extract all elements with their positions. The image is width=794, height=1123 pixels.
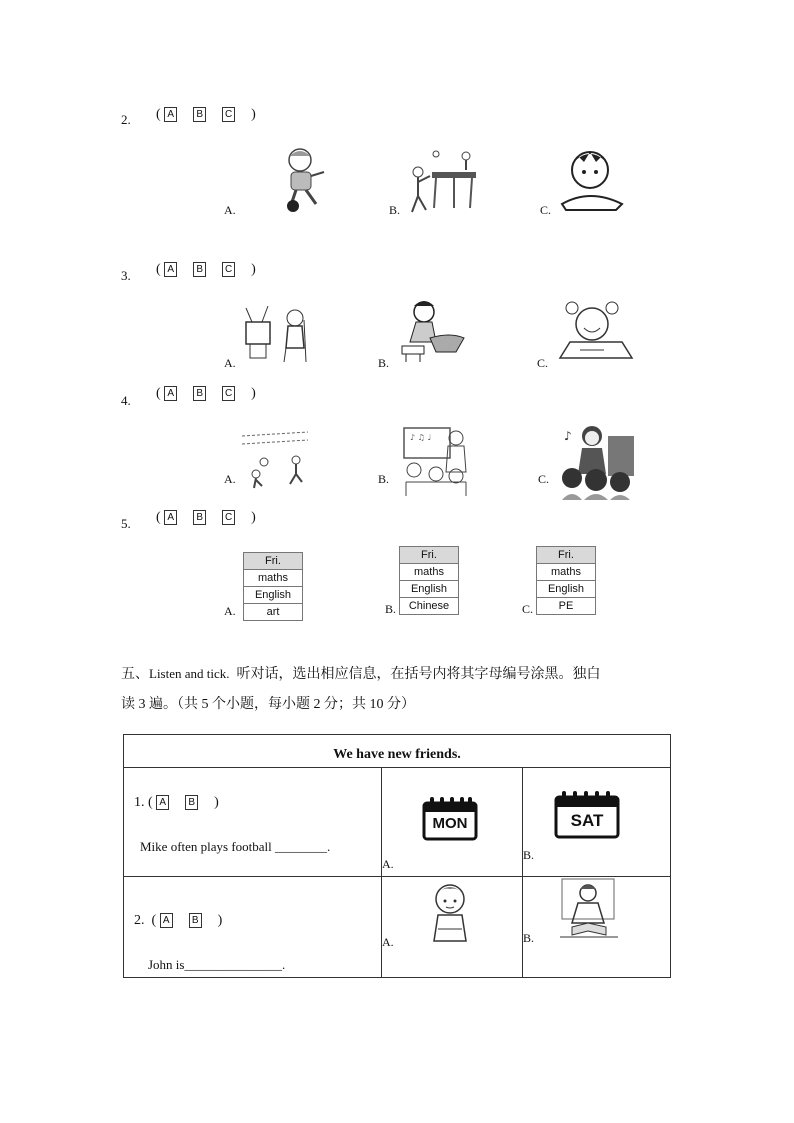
answer-choices: ( A B C ) — [156, 510, 256, 525]
option-label-c: C. — [538, 472, 550, 486]
schedule-subject: maths — [400, 564, 459, 581]
choice-box-a[interactable]: A — [164, 510, 177, 525]
choice-box-c[interactable]: C — [222, 262, 235, 277]
choice-box-b[interactable]: B — [193, 386, 206, 401]
kids-singing-piano-icon — [556, 422, 636, 500]
option-label-a: A. — [224, 472, 236, 486]
answer-choices: ( A B C ) — [156, 386, 256, 401]
choice-box-b[interactable]: B — [193, 510, 206, 525]
option-label-a: A. — [382, 935, 394, 949]
section-title-cn-line2: 读 3 遍。（共 5 个小题，每小题 2 分；共 10 分） — [121, 697, 415, 712]
option-label-c: C. — [522, 602, 534, 616]
schedule-subject: English — [244, 587, 303, 604]
schedule-header: Fri. — [537, 547, 596, 564]
schedule-table-b — [399, 546, 459, 615]
option-label-a: A. — [382, 857, 394, 871]
row-2-choices: 2. ( A B ) — [134, 913, 223, 928]
choice-box-c[interactable]: C — [222, 386, 235, 401]
option-label-b: B. — [378, 356, 390, 370]
section-title-cn: 听对话，选出相应信息，在括号内将其字母编号涂黑。独白 — [236, 667, 601, 682]
choice-box-b[interactable]: B — [193, 262, 206, 277]
option-label-b: B. — [523, 931, 535, 945]
choice-box-b[interactable]: B — [185, 795, 198, 810]
question-number: 2. — [121, 112, 131, 127]
choice-box-a[interactable]: A — [160, 913, 173, 928]
boy-playing-football-icon — [276, 146, 331, 214]
choice-box-b[interactable]: B — [189, 913, 202, 928]
kids-playing-ping-pong-icon — [404, 146, 478, 216]
answer-choices: ( A B C ) — [156, 262, 256, 277]
girl-watching-tv-icon — [240, 300, 315, 366]
schedule-subject: maths — [537, 564, 596, 581]
option-label-b: B. — [523, 848, 535, 862]
calendar-day: MON — [432, 815, 468, 832]
svg-text:♪ ♫ ♩: ♪ ♫ ♩ — [410, 433, 432, 442]
row-number: 2. — [134, 913, 145, 928]
choice-box-b[interactable]: B — [193, 107, 206, 122]
boy-reading-book-icon — [556, 877, 622, 948]
schedule-table-a — [243, 552, 303, 621]
section-number: 五、 — [121, 667, 149, 682]
schedule-subject: English — [400, 581, 459, 598]
section-heading — [121, 659, 681, 720]
schedule-header: Fri. — [244, 553, 303, 570]
question-number: 5. — [121, 516, 131, 531]
row-2-sentence — [148, 957, 285, 973]
choice-box-c[interactable]: C — [222, 510, 235, 525]
sentence-text: John is — [148, 957, 185, 972]
option-label-c: C. — [540, 203, 552, 217]
row-number: 1. — [134, 795, 145, 810]
choice-box-a[interactable]: A — [156, 795, 169, 810]
option-label-a: A. — [224, 203, 236, 217]
choice-box-a[interactable]: A — [164, 386, 177, 401]
schedule-subject: art — [244, 604, 303, 621]
option-label-a: A. — [224, 604, 236, 618]
question-number: 3. — [121, 268, 131, 283]
choice-box-c[interactable]: C — [222, 107, 235, 122]
listening-table — [123, 734, 671, 978]
schedule-subject: Chinese — [400, 598, 459, 615]
boy-reading-icon — [556, 144, 626, 214]
sentence-text: Mike often plays football — [140, 839, 272, 854]
section-title-en: Listen and tick. — [149, 666, 230, 681]
schedule-table-c — [536, 546, 596, 615]
row-1-sentence — [140, 839, 330, 855]
table-title: We have new friends. — [124, 735, 670, 768]
kids-running-icon — [238, 426, 312, 494]
option-label-b: B. — [378, 472, 390, 486]
svg-text:♪: ♪ — [564, 429, 572, 443]
schedule-subject: PE — [537, 598, 596, 615]
calendar-mon-icon — [422, 795, 478, 846]
schedule-subject: maths — [244, 570, 303, 587]
answer-blank: ________. — [275, 839, 331, 854]
girl-reading-icon — [556, 298, 636, 362]
schedule-header: Fri. — [400, 547, 459, 564]
answer-blank: _______________. — [184, 957, 286, 972]
classroom-music-lesson-icon — [396, 424, 472, 498]
answer-choices: ( A B C ) — [156, 107, 256, 122]
choice-box-a[interactable]: A — [164, 107, 177, 122]
option-label-b: B. — [389, 203, 401, 217]
question-number: 4. — [121, 393, 131, 408]
boy-standing-icon — [420, 879, 480, 950]
calendar-day: SAT — [570, 811, 604, 830]
calendar-sat-icon — [554, 789, 620, 844]
option-label-c: C. — [537, 356, 549, 370]
schedule-subject: English — [537, 581, 596, 598]
girl-washing-clothes-icon — [396, 298, 468, 368]
choice-box-a[interactable]: A — [164, 262, 177, 277]
row-1-choices: 1. ( A B ) — [134, 795, 219, 810]
option-label-b: B. — [385, 602, 397, 616]
option-label-a: A. — [224, 356, 236, 370]
